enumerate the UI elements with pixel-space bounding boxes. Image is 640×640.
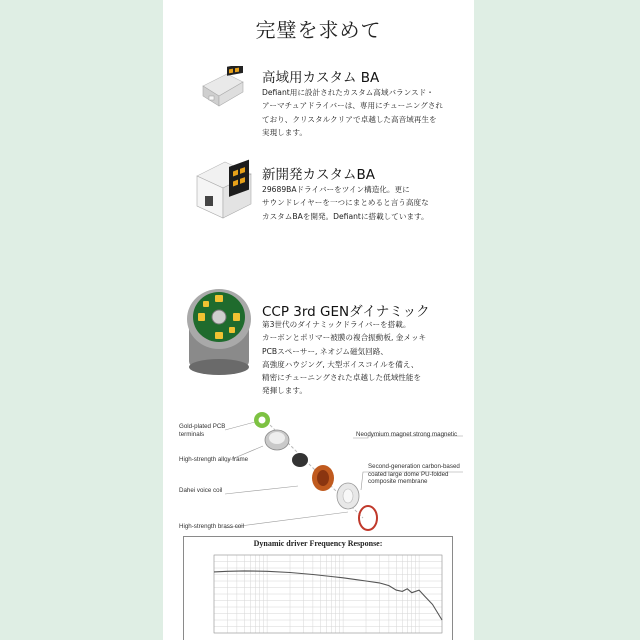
product-sheet [163,0,474,640]
callout-magnet: Neodymium magnet strong magnetic [356,431,458,438]
chart-title: Dynamic driver Frequency Response: [253,539,383,548]
page-title: 完璧を求めて [255,18,382,42]
section-body: 第3世代のダイナミックドライバーを搭載。 カーボンとポリマー被膜の複合振動板, 金メッキ PCBスペーサー, ネオジム磁気回路、 高強度ハウジング, 大型ボイスコイルを備え、 精密にチューニングされた卓越した低域性能を 発揮します。 [262,320,427,396]
chart-grid [214,555,442,633]
section-title: CCP 3rd GENダイナミック [262,304,430,320]
frequency-response-chart [183,536,453,640]
section-title: 新開発カスタムBA [262,167,375,183]
dynamic-driver-image [183,283,255,377]
high-frequency-ba-driver-image [197,66,249,112]
callout-voice-coil: Dahei voice coil [179,487,223,494]
section-title: 高域用カスタム BA [262,70,380,86]
callout-brass-coil: High-strength brass coil [179,523,244,530]
section-body: 29689BAドライバーをツイン構造化。更に サウンドレイヤーを一つにまとめると言う高度な カスタムBAを開発。Defiantに搭載しています。 [262,185,429,221]
frequency-response-plot [184,537,452,640]
custom-ba-driver-image [193,158,255,222]
callout-membrane: Second-generation carbon-based coated large dome PU-folded composite membrane [368,463,460,485]
frequency-response-line [214,571,442,620]
callout-pcb-terminals: Gold-plated PCB terminals [179,423,226,438]
section-body: Defiant用に設計されたカスタム高域バランスド・ アーマチュアドライバーは、専用にチューニングされ ており、クリスタルクリアで卓越した高音域再生を 実現します。 [262,88,444,137]
callout-alloy-frame: High-strength alloy frame [179,456,249,463]
